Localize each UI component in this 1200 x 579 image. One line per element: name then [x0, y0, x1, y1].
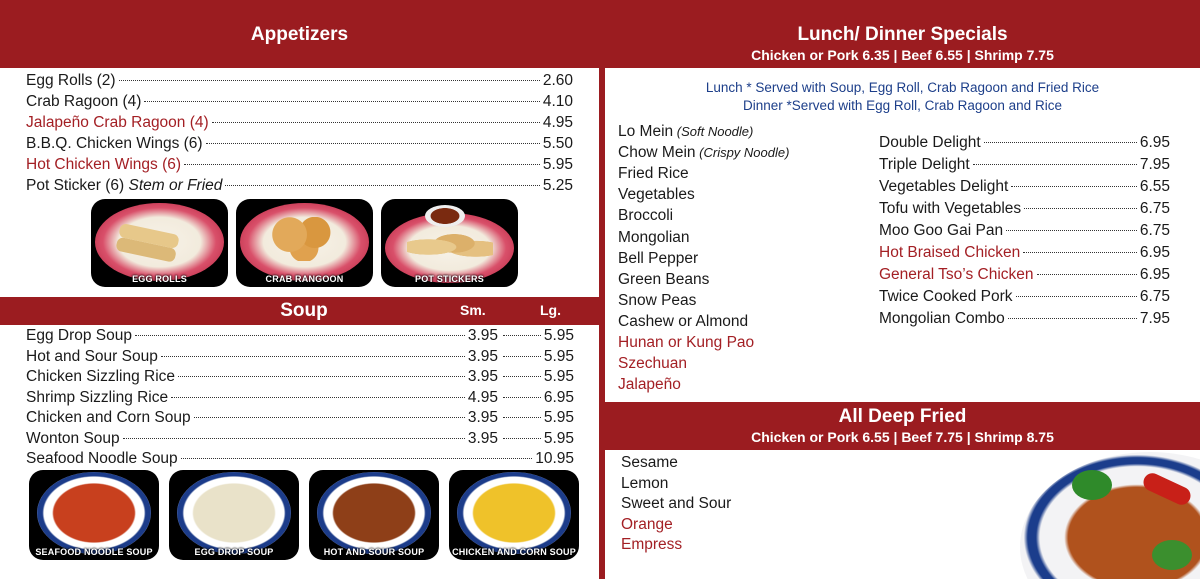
special-item: Lo Mein (Soft Noodle) — [618, 123, 754, 140]
leader-dots — [1011, 186, 1137, 187]
item-price: 5.50 — [542, 135, 573, 152]
item-price-large: 5.95 — [543, 409, 574, 426]
leader-dots — [1037, 274, 1137, 275]
item-style-note: Stem or Fried — [124, 177, 223, 194]
item-name: Chicken and Corn Soup — [26, 409, 191, 426]
item-price-large: 6.95 — [543, 388, 574, 406]
item-name: Seafood Noodle Soup — [26, 450, 178, 467]
item-name: Pot Sticker (6) Stem or Fried — [26, 177, 223, 194]
soup-row-large — [500, 327, 574, 345]
soup-row-large — [500, 368, 574, 386]
item-name: Hot Chicken Wings (6) — [26, 156, 182, 173]
special-priced-row — [879, 134, 1170, 152]
deep-fried-subtitle: Chicken or Pork 6.55 | Beef 7.75 | Shrimp 8.75 — [751, 429, 1054, 445]
specials-title: Lunch/ Dinner Specials — [797, 24, 1008, 45]
deep-fried-item: Lemon — [621, 474, 669, 492]
leader-dots — [503, 376, 541, 377]
soup-row — [26, 368, 498, 386]
item-name: Wonton Soup — [26, 429, 120, 447]
item-price: 2.60 — [542, 72, 573, 89]
seafood-noodle-soup-photo — [29, 470, 159, 560]
item-price: 6.75 — [1139, 288, 1170, 305]
chicken-and-corn-soup-caption: CHICKEN AND CORN SOUP — [452, 547, 576, 557]
item-price-small: 3.95 — [467, 368, 498, 385]
special-item: Jalapeño — [618, 376, 681, 394]
item-price-small: 3.95 — [467, 347, 498, 365]
soup-col-small: Sm. — [460, 302, 486, 318]
item-name: Hot and Sour Soup — [26, 347, 158, 365]
leader-dots — [161, 356, 465, 357]
special-priced-row — [879, 244, 1170, 262]
leader-dots — [1024, 208, 1137, 209]
item-price: 6.95 — [1139, 244, 1170, 261]
leader-dots — [135, 335, 465, 336]
item-price: 6.55 — [1139, 178, 1170, 195]
crab-rangoon-caption: CRAB RANGOON — [265, 274, 344, 284]
deep-fried-item: Orange — [621, 515, 673, 533]
item-price: 4.10 — [542, 93, 573, 110]
leader-dots — [1006, 230, 1137, 231]
item-name: Hot Braised Chicken — [879, 244, 1021, 261]
item-price-large: 5.95 — [543, 368, 574, 385]
leader-dots — [123, 438, 465, 439]
egg-rolls-caption: EGG ROLLS — [132, 274, 187, 284]
leader-dots — [184, 164, 540, 165]
appetizers-header — [0, 0, 599, 68]
special-item: Snow Peas — [618, 291, 697, 309]
special-item: Cashew or Almond — [618, 312, 749, 330]
appetizer-row — [26, 135, 573, 153]
special-item: Green Beans — [618, 270, 710, 288]
leader-dots — [178, 376, 465, 377]
egg-rolls-photo — [91, 199, 228, 287]
soup-row-large — [500, 430, 574, 448]
soup-row — [26, 430, 498, 448]
item-name: Egg Drop Soup — [26, 327, 132, 344]
item-price: 7.95 — [1139, 156, 1170, 173]
crab-rangoon-photo — [236, 199, 373, 287]
appetizer-row — [26, 177, 573, 195]
item-name: Double Delight — [879, 134, 981, 151]
item-price: 5.25 — [542, 177, 573, 194]
leader-dots — [503, 335, 541, 336]
leader-dots — [503, 417, 541, 418]
item-name: Mongolian Combo — [879, 310, 1005, 327]
soup-header — [0, 297, 599, 325]
deep-fried-header — [605, 402, 1200, 450]
soup-row — [26, 450, 574, 468]
special-item: Fried Rice — [618, 165, 689, 183]
item-price: 6.75 — [1139, 222, 1170, 239]
leader-dots — [503, 438, 541, 439]
leader-dots — [973, 164, 1137, 165]
soup-row — [26, 389, 498, 407]
special-item: Mongolian — [618, 228, 690, 246]
item-name: General Tso’s Chicken — [879, 266, 1034, 283]
leader-dots — [119, 80, 540, 81]
item-price-large: 5.95 — [543, 347, 574, 365]
chicken-and-corn-soup-photo — [449, 470, 579, 560]
leader-dots — [144, 101, 539, 102]
item-price-small: 4.95 — [467, 388, 498, 406]
special-item: Bell Pepper — [618, 249, 699, 267]
item-description: (Soft Noodle) — [673, 124, 754, 139]
special-item: Hunan or Kung Pao — [618, 334, 755, 351]
appetizer-row — [26, 114, 573, 132]
special-item: Chow Mein (Crispy Noodle) — [618, 144, 790, 162]
item-price: 6.95 — [1139, 266, 1170, 283]
soup-col-large: Lg. — [540, 302, 561, 318]
item-name: Tofu with Vegetables — [879, 200, 1022, 217]
soup-row-large — [500, 389, 574, 407]
pot-stickers-caption: POT STICKERS — [415, 274, 484, 284]
item-price-small: 3.95 — [467, 409, 498, 426]
leader-dots — [984, 142, 1137, 143]
special-priced-row — [879, 222, 1170, 240]
deep-fried-item: Sesame — [621, 454, 678, 471]
item-price-large: 5.95 — [543, 327, 574, 344]
pot-stickers-photo — [381, 199, 518, 287]
item-price-small: 3.95 — [467, 429, 498, 447]
deep-fried-photo — [1012, 450, 1200, 579]
appetizer-row — [26, 156, 573, 174]
item-price-small: 3.95 — [467, 327, 498, 344]
leader-dots — [194, 417, 465, 418]
soup-row — [26, 348, 498, 366]
leader-dots — [1023, 252, 1137, 253]
soup-title: Soup — [280, 300, 328, 321]
appetizers-title: Appetizers — [250, 24, 349, 45]
item-name: Twice Cooked Pork — [879, 288, 1013, 305]
soup-row-large — [500, 409, 574, 427]
special-item: Szechuan — [618, 355, 687, 373]
leader-dots — [212, 122, 540, 123]
special-item: Vegetables — [618, 186, 695, 204]
special-item: Broccoli — [618, 207, 674, 225]
specials-subtitle: Chicken or Pork 6.35 | Beef 6.55 | Shrimp 7.75 — [751, 47, 1054, 63]
soup-row-large — [500, 348, 574, 366]
lunch-note: Lunch * Served with Soup, Egg Roll, Crab Ragoon and Fried Rice — [705, 80, 1100, 95]
item-price: 5.95 — [542, 156, 573, 173]
appetizer-row — [26, 72, 573, 90]
leader-dots — [503, 356, 541, 357]
appetizer-row — [26, 93, 573, 111]
item-name: Moo Goo Gai Pan — [879, 222, 1004, 239]
special-priced-row — [879, 178, 1170, 196]
item-name: Jalapeño Crab Ragoon (4) — [26, 114, 209, 131]
special-priced-row — [879, 156, 1170, 174]
egg-drop-soup-caption: EGG DROP SOUP — [194, 547, 274, 557]
hot-and-sour-soup-photo — [309, 470, 439, 560]
deep-fried-title: All Deep Fried — [838, 406, 967, 427]
special-priced-row — [879, 200, 1170, 218]
specials-header — [605, 0, 1200, 68]
item-price: 6.75 — [1139, 200, 1170, 217]
item-name: B.B.Q. Chicken Wings (6) — [26, 135, 203, 152]
soup-row — [26, 327, 498, 345]
deep-fried-item: Sweet and Sour — [621, 495, 732, 512]
item-name: Chicken Sizzling Rice — [26, 368, 176, 385]
egg-drop-soup-photo — [169, 470, 299, 560]
leader-dots — [1016, 296, 1137, 297]
deep-fried-item: Empress — [621, 536, 683, 553]
item-description: (Crispy Noodle) — [695, 145, 790, 161]
special-priced-row — [879, 266, 1170, 284]
seafood-noodle-soup-caption: SEAFOOD NOODLE SOUP — [35, 547, 153, 557]
item-price: 7.95 — [1139, 310, 1170, 327]
leader-dots — [503, 397, 541, 398]
leader-dots — [181, 458, 533, 459]
item-price: 6.95 — [1139, 134, 1170, 151]
dinner-note: Dinner *Served with Egg Roll, Crab Ragoon and Rice — [743, 98, 1062, 113]
item-name: Crab Ragoon (4) — [26, 93, 142, 110]
item-name: Vegetables Delight — [879, 178, 1009, 195]
leader-dots — [206, 143, 540, 144]
item-price-large: 5.95 — [543, 429, 574, 447]
item-price: 4.95 — [542, 114, 573, 131]
leader-dots — [225, 185, 539, 186]
item-name: Shrimp Sizzling Rice — [26, 388, 169, 406]
item-price-large: 10.95 — [535, 450, 574, 467]
leader-dots — [171, 397, 465, 398]
special-priced-row — [879, 310, 1170, 328]
hot-and-sour-soup-caption: HOT AND SOUR SOUP — [323, 547, 425, 557]
special-priced-row — [879, 288, 1170, 306]
leader-dots — [1008, 318, 1137, 319]
item-name: Triple Delight — [879, 156, 970, 173]
item-name: Egg Rolls (2) — [26, 72, 116, 89]
soup-row — [26, 409, 498, 427]
